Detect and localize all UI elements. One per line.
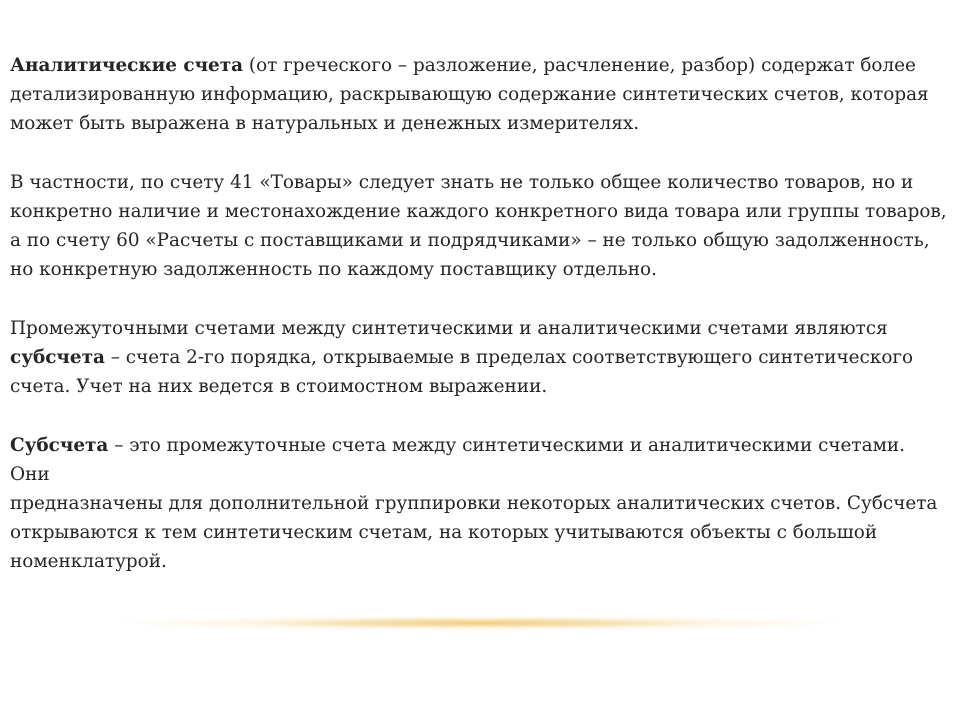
paragraph-example — [10, 168, 950, 285]
term-subaccounts-definition: Субсчета — [10, 434, 109, 456]
term-subaccounts: субсчета — [10, 347, 105, 368]
paragraph-intermediate-accounts-intro: Промежуточными счетами между синтетическими и аналитическими счетами являются — [10, 317, 888, 339]
paragraph-intermediate-accounts — [10, 314, 950, 402]
paragraph-intermediate-accounts-text: – счета 2-го порядка, открываемые в пределах соответствующего синтетического счета. Учет на них ведется в стоимостном выражении. — [10, 347, 914, 398]
decorative-divider — [110, 615, 850, 631]
paragraph-analytical-accounts — [10, 51, 950, 139]
paragraph-example-text: В частности, по счету 41 «Товары» следует знать не только общее количество товаров, но и конкретно наличие и местонахождение каждого конкретного вида товара или группы товаров, а по счету 60 «Расчеты с поставщиками и подрядчиками» – не только общую задолженность, но конкретную задолженность по каждому поставщику отдельно. — [10, 171, 947, 281]
slide-content — [10, 51, 950, 577]
paragraph-subaccounts-text: – это промежуточные счета между синтетическими и аналитическими счетами. Они предназначены для дополнительной группировки некоторых аналитических счетов. Субсчета открываются к тем синтетическим счетам, на которых учитываются объекты с большой номенклатурой. — [10, 434, 938, 573]
paragraph-analytical-accounts-text: (от греческого – разложение, расчленение, разбор) содержат более детализированную информацию, раскрывающую содержание синтетических счетов, которая может быть выражена в натуральных и денежных измерителях. — [10, 55, 929, 135]
term-analytical-accounts: Аналитические счета — [10, 55, 244, 76]
paragraph-subaccounts — [10, 431, 950, 577]
